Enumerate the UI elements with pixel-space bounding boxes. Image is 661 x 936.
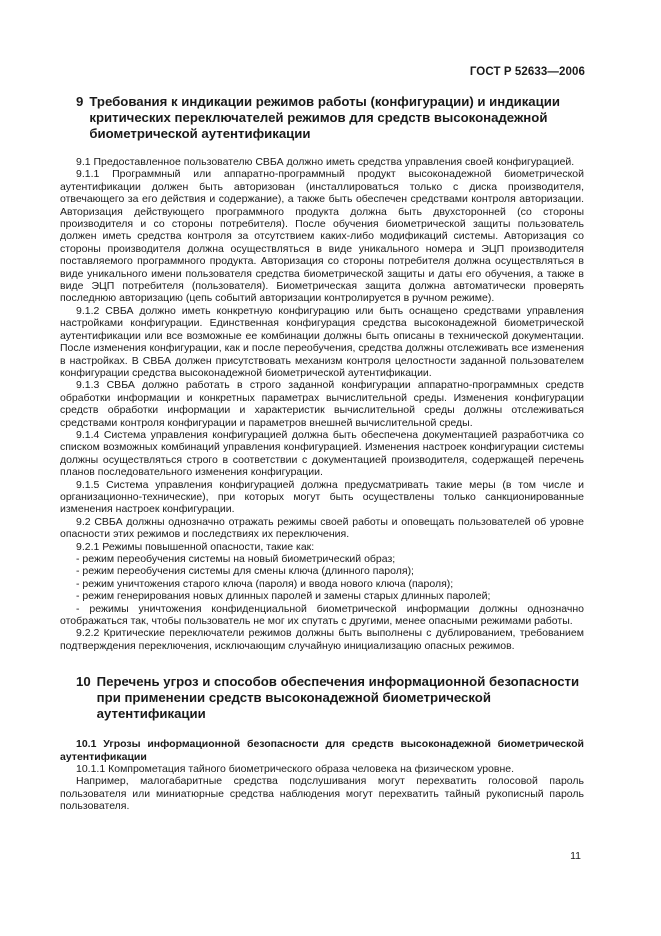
list-item-last: - режимы уничтожения конфиденциальной биометрической информации должны однозначно отображаться так, чтобы пользователь не мог их спутать с другими, менее опасными режимами работы. (60, 602, 584, 628)
paragraph-example: Например, малогабаритные средства подслушивания могут перехватить голосовой пароль пользователя или миниатюрные средства наблюдения могут перехватить тайный рукописный пароль пользователя. (60, 775, 584, 813)
paragraph-9-1-2: 9.1.2 СВБА должно иметь конкретную конфигурацию или быть оснащено средствами управления настройками конфигурации. Единственная конфигурация средства высоконадежной биометрической аутентификации или все возможные ее комбинации должны быть описаны в технической документации. После изменения конфигурации, как и после переобучения, средства должны отслеживать все изменения в настройках. В СВБА должен присутствовать механизм контроля целостности заданной пользователем конфигурации средства высоконадежной биометрической аутентификации. (60, 304, 584, 379)
section-9-title: Требования к индикации режимов работы (конфигурации) и индикации критических переключателей режимов для средств высоконадежной биометрической аутентификации (89, 94, 560, 141)
list-item: - режим уничтожения старого ключа (пароля) и ввода нового ключа (пароля); (76, 577, 454, 590)
page-number: 11 (570, 850, 581, 862)
section-10-number: 10 (76, 674, 91, 690)
section-10-heading (60, 674, 584, 722)
list-item: - режим переобучения системы для смены ключа (длинного пароля); (76, 565, 414, 578)
list-item: - режим переобучения системы на новый биометрический образ; (76, 553, 396, 565)
paragraph-9-1-3: 9.1.3 СВБА должно работать в строго заданной конфигурации аппаратно-программных средств обработки информации и конкретных параметрах вычислительной среды. Изменения конфигурации средств обработки информации и характеристик вычислительной среды должны отслеживаться средствами контроля конфигурации и параметров внешней вычислительной среды. (60, 379, 584, 429)
section-9-number: 9 (76, 94, 84, 109)
paragraph-10-1-1: 10.1.1 Компрометация тайного биометрического образа человека на физическом уровне. (76, 763, 515, 776)
paragraph-9-2-2: 9.2.2 Критические переключатели режимов должны быть выполнены с дублированием, требованием подтверждения переключения, исключающим случайную инициализацию опасных режимов. (60, 627, 584, 652)
section-9-heading (60, 94, 584, 142)
page-content (60, 94, 584, 813)
paragraph-9-1: 9.1 Предоставленное пользователю СВБА должно иметь средства управления своей конфигурацией. (76, 156, 575, 168)
list-item: - режим генерирования новых длинных паролей и замены старых длинных паролей; (76, 590, 491, 603)
subsection-10-1-heading: 10.1 Угрозы информационной безопасности для средств высоконадежной биометрической аутентификации (60, 738, 584, 763)
paragraph-9-2: 9.2 СВБА должны однозначно отражать режимы своей работы и оповещать пользователей об уровне опасности этих режимов и последствиях их переключения. (60, 515, 584, 541)
standard-designation: ГОСТ Р 52633—2006 (469, 66, 585, 78)
paragraph-9-1-4: 9.1.4 Система управления конфигурацией должна быть обеспечена документацией разработчика со списком возможных комбинаций управления конфигурацией. Изменения настроек конфигурации системы должны осуществляться строго в соответствии с документацией производителя, содержащей перечень планов последовательного изменения конфигурации. (60, 428, 584, 479)
paragraph-9-1-5: 9.1.5 Система управления конфигурацией должна предусматривать такие меры (в том числе и организационно-технические), при которых могут быть осуществлены только санкционированные изменения настроек конфигурации. (60, 478, 584, 516)
paragraph-9-1-1: 9.1.1 Программный или аппаратно-программный продукт высоконадежной биометрической аутентификации должен быть авторизован (инсталлироваться только с диска производителя, отвечающего за его действия и содержание), а также быть обеспечен средствами контроля авторизации. Авторизация действующего программного продукта должна быть двухсторонней (со стороны производителя и со стороны потребителя). После обучения биометрической защиты пользователь должен иметь средства контроля за отсутствием каких-либо модификаций системы. Авторизация со стороны производителя должна осуществляться в виде уникального номера и ЭЦП производителя поставляемого программного продукта. Авторизация со стороны потребителя должна осуществляться в виде уникального имени пользователя средства биометрической защиты и даты его обучения, а также в виде ЭЦП потребителя (пользователя). Биометрическая защита должна автоматически проверять последнюю авторизацию (цепь событий авторизации контролируется в ручном режиме). (60, 168, 584, 305)
section-10-title: Перечень угроз и способов обеспечения информационной безопасности при применении средств высоконадежной биометрической аутентификации (96, 674, 580, 722)
paragraph-9-2-1: 9.2.1 Режимы повышенной опасности, такие как: (76, 540, 315, 553)
